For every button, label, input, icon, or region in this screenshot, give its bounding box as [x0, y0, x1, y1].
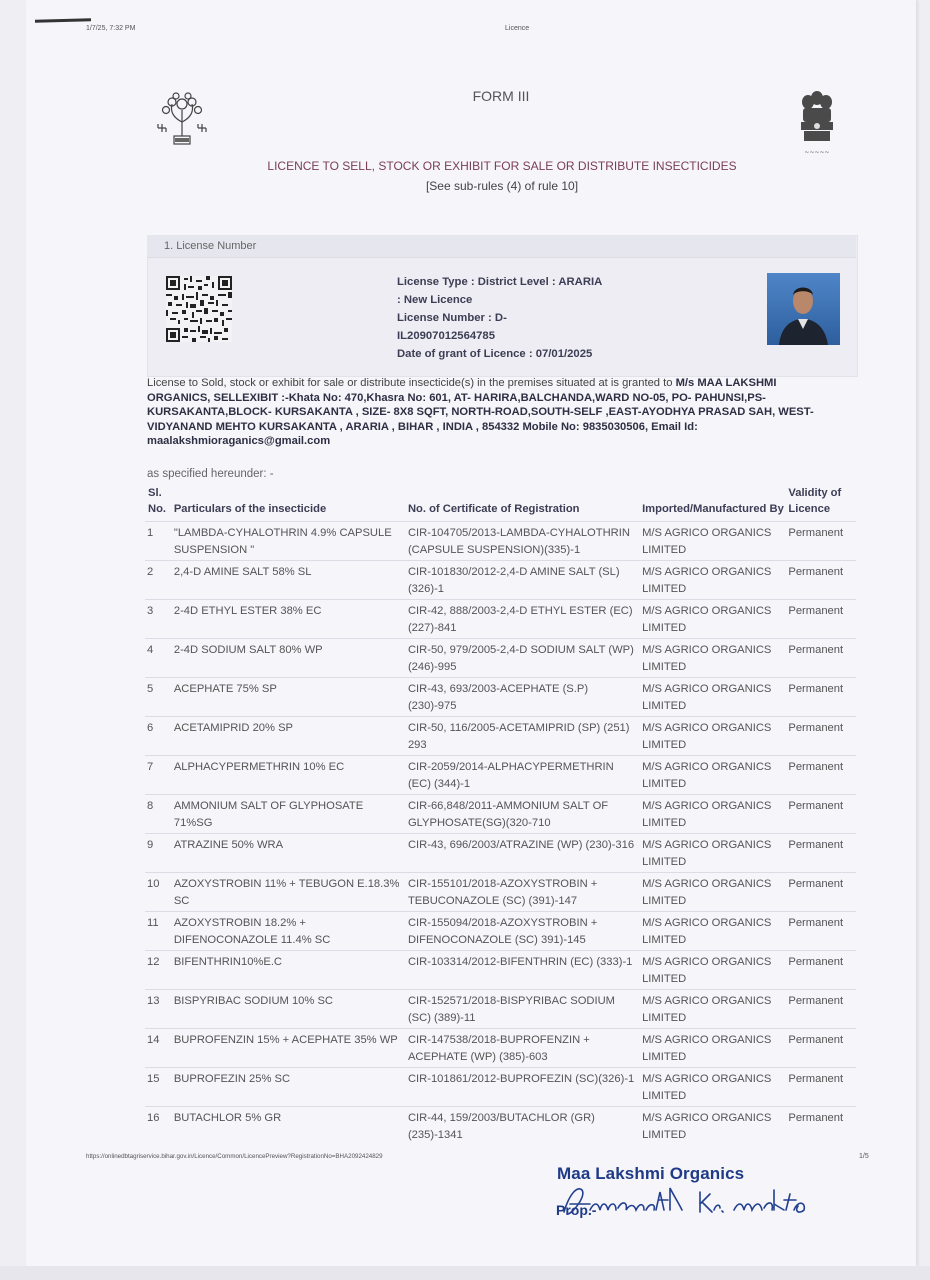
cell-certificate: CIR-103314/2012-BIFENTHRIN (EC) (333)-1 [406, 951, 640, 990]
footer-url: https://onlinedbtagriservice.bihar.gov.in/Licence/Common/LicencePreview?RegistrationNo=BHA2092424829 [86, 1153, 383, 1160]
cell-validity: Permanent [786, 1068, 856, 1107]
cell-sl: 14 [145, 1029, 172, 1068]
cell-validity: Permanent [786, 717, 856, 756]
table-row [145, 1029, 856, 1068]
cell-sl: 1 [145, 522, 172, 561]
cell-imported-by: M/S AGRICO ORGANICS LIMITED [640, 717, 786, 756]
cell-particulars: BUPROFENZIN 15% + ACEPHATE 35% WP [172, 1029, 406, 1068]
table-row [145, 834, 856, 873]
page-number: 1/5 [859, 1153, 869, 1160]
table-row [145, 1068, 856, 1107]
cell-particulars: BISPYRIBAC SODIUM 10% SC [172, 990, 406, 1029]
cell-imported-by: M/S AGRICO ORGANICS LIMITED [640, 873, 786, 912]
qr-code-icon [166, 276, 232, 342]
license-number-label: 1. License Number [164, 240, 257, 252]
cell-imported-by: M/S AGRICO ORGANICS LIMITED [640, 522, 786, 561]
cell-validity: Permanent [786, 522, 856, 561]
cell-validity: Permanent [786, 990, 856, 1029]
cell-particulars: "LAMBDA-CYHALOTHRIN 4.9% CAPSULE SUSPENSION " [172, 522, 406, 561]
cell-validity: Permanent [786, 834, 856, 873]
cell-validity: Permanent [786, 600, 856, 639]
holder-photo [767, 273, 840, 345]
cell-validity: Permanent [786, 756, 856, 795]
cell-sl: 5 [145, 678, 172, 717]
cell-certificate: CIR-155101/2018-AZOXYSTROBIN + TEBUCONAZOLE (SC) (391)-147 [406, 873, 640, 912]
cell-certificate: CIR-43, 693/2003-ACEPHATE (S.P) (230)-975 [406, 678, 640, 717]
cell-imported-by: M/S AGRICO ORGANICS LIMITED [640, 678, 786, 717]
cell-particulars: AZOXYSTROBIN 18.2% + DIFENOCONAZOLE 11.4% SC [172, 912, 406, 951]
grant-intro: License to Sold, stock or exhibit for sale or distribute insecticide(s) in the premises situated at is granted to [147, 377, 676, 389]
cell-imported-by: M/S AGRICO ORGANICS LIMITED [640, 1029, 786, 1068]
cell-sl: 4 [145, 639, 172, 678]
cell-sl: 10 [145, 873, 172, 912]
cell-certificate: CIR-155094/2018-AZOXYSTROBIN + DIFENOCONAZOLE (SC) 391)-145 [406, 912, 640, 951]
rule-reference: [See sub-rules (4) of rule 10] [425, 179, 579, 193]
table-row [145, 795, 856, 834]
table-row [145, 639, 856, 678]
col-certificate: No. of Certificate of Registration [407, 503, 580, 515]
cell-particulars: BUPROFEZIN 25% SC [172, 1068, 406, 1107]
col-particulars: Particulars of the insecticide [173, 503, 327, 515]
cell-sl: 15 [145, 1068, 172, 1107]
cell-particulars: AMMONIUM SALT OF GLYPHOSATE 71%SG [172, 795, 406, 834]
cell-certificate: CIR-147538/2018-BUPROFENZIN + ACEPHATE (WP) (385)-603 [406, 1029, 640, 1068]
cell-sl: 16 [145, 1107, 172, 1146]
grant-details: M/s MAA LAKSHMI ORGANICS, SELLEXIBIT :-Khata No: 470,Khasra No: 601, AT- HARIRA,BALCHANDA,WARD NO-05, PO- PAHUNSI,PS-KURSAKANTA,BLOCK- KURSAKANTA , SIZE- 8X8 SQFT, NORTH-ROAD,SOUTH-SELF ,EAST-AYODHYA PRASAD SAH, WEST-VIDYANAND MEHTO KURSAKANTA , ARARIA , BIHAR , INDIA , 854332 Mobile No: 9835030506, Email Id: maalakshmioraganics@gmail.com [147, 377, 814, 447]
cell-sl: 8 [145, 795, 172, 834]
cell-particulars: ALPHACYPERMETHRIN 10% EC [172, 756, 406, 795]
cell-particulars: 2,4-D AMINE SALT 58% SL [172, 561, 406, 600]
table-row [145, 1107, 856, 1146]
license-type: License Type : District Level : ARARIA [397, 276, 603, 288]
print-title: Licence [505, 25, 530, 32]
cell-sl: 11 [145, 912, 172, 951]
cell-imported-by: M/S AGRICO ORGANICS LIMITED [640, 990, 786, 1029]
licence-title: LICENCE TO SELL, STOCK OR EXHIBIT FOR SALE OR DISTRIBUTE INSECTICIDES [267, 159, 737, 173]
table-row [145, 756, 856, 795]
cell-imported-by: M/S AGRICO ORGANICS LIMITED [640, 639, 786, 678]
cell-certificate: CIR-42, 888/2003-2,4-D ETHYL ESTER (EC) (227)-841 [406, 600, 640, 639]
cell-imported-by: M/S AGRICO ORGANICS LIMITED [640, 912, 786, 951]
cell-particulars: 2-4D SODIUM SALT 80% WP [172, 639, 406, 678]
cell-validity: Permanent [786, 1107, 856, 1146]
license-grant-date: Date of grant of Licence : 07/01/2025 [397, 348, 593, 360]
table-row [145, 678, 856, 717]
license-new: : New Licence [397, 294, 473, 306]
col-validity: Validity of Licence [788, 487, 842, 515]
cell-certificate: CIR-43, 696/2003/ATRAZINE (WP) (230)-316 [406, 834, 640, 873]
cell-validity: Permanent [786, 912, 856, 951]
grant-statement [147, 376, 837, 449]
scan-bottom-edge [0, 1266, 930, 1280]
cell-sl: 6 [145, 717, 172, 756]
table-row [145, 522, 856, 561]
table-row [145, 600, 856, 639]
cell-sl: 7 [145, 756, 172, 795]
cell-validity: Permanent [786, 1029, 856, 1068]
cell-validity: Permanent [786, 561, 856, 600]
cell-certificate: CIR-104705/2013-LAMBDA-CYHALOTHRIN (CAPSULE SUSPENSION)(335)-1 [406, 522, 640, 561]
cell-sl: 3 [145, 600, 172, 639]
cell-particulars: ATRAZINE 50% WRA [172, 834, 406, 873]
cell-certificate: CIR-152571/2018-BISPYRIBAC SODIUM (SC) (389)-11 [406, 990, 640, 1029]
cell-sl: 2 [145, 561, 172, 600]
specified-hereunder: as specified hereunder: - [147, 468, 274, 480]
print-datetime: 1/7/25, 7:32 PM [86, 25, 136, 32]
cell-validity: Permanent [786, 795, 856, 834]
cell-certificate: CIR-101830/2012-2,4-D AMINE SALT (SL) (326)-1 [406, 561, 640, 600]
cell-particulars: AZOXYSTROBIN 11% + TEBUGON E.18.3% SC [172, 873, 406, 912]
license-number-line1: License Number : D- [397, 312, 507, 324]
cell-certificate: CIR-2059/2014-ALPHACYPERMETHRIN (EC) (344)-1 [406, 756, 640, 795]
cell-certificate: CIR-101861/2012-BUPROFEZIN (SC)(326)-1 [406, 1068, 640, 1107]
cell-imported-by: M/S AGRICO ORGANICS LIMITED [640, 1068, 786, 1107]
table-row [145, 873, 856, 912]
cell-validity: Permanent [786, 639, 856, 678]
table-header-row [145, 483, 856, 522]
cell-imported-by: M/S AGRICO ORGANICS LIMITED [640, 795, 786, 834]
cell-certificate: CIR-44, 159/2003/BUTACHLOR (GR) (235)-1341 [406, 1107, 640, 1146]
form-number: FORM III [472, 88, 530, 104]
table-row [145, 561, 856, 600]
cell-certificate: CIR-50, 979/2005-2,4-D SODIUM SALT (WP) (246)-995 [406, 639, 640, 678]
table-row [145, 951, 856, 990]
cell-validity: Permanent [786, 951, 856, 990]
cell-particulars: BIFENTHRIN10%E.C [172, 951, 406, 990]
cell-certificate: CIR-66,848/2011-AMMONIUM SALT OF GLYPHOSATE(SG)(320-710 [406, 795, 640, 834]
cell-validity: Permanent [786, 873, 856, 912]
cell-validity: Permanent [786, 678, 856, 717]
table-row [145, 990, 856, 1029]
col-sl-no: Sl. No. [148, 487, 167, 515]
cell-particulars: BUTACHLOR 5% GR [172, 1107, 406, 1146]
table-row [145, 717, 856, 756]
cell-sl: 13 [145, 990, 172, 1029]
insecticide-table [145, 483, 856, 1145]
cell-certificate: CIR-50, 116/2005-ACETAMIPRID (SP) (251) 293 [406, 717, 640, 756]
svg-text:~~~~~: ~~~~~ [804, 149, 830, 156]
cell-imported-by: M/S AGRICO ORGANICS LIMITED [640, 561, 786, 600]
handwritten-signature [560, 1182, 840, 1226]
cell-particulars: 2-4D ETHYL ESTER 38% EC [172, 600, 406, 639]
cell-imported-by: M/S AGRICO ORGANICS LIMITED [640, 951, 786, 990]
cell-particulars: ACETAMIPRID 20% SP [172, 717, 406, 756]
cell-imported-by: M/S AGRICO ORGANICS LIMITED [640, 1107, 786, 1146]
license-details [397, 273, 657, 363]
cell-imported-by: M/S AGRICO ORGANICS LIMITED [640, 600, 786, 639]
license-number-line2: IL20907012564785 [397, 330, 495, 342]
cell-imported-by: M/S AGRICO ORGANICS LIMITED [640, 834, 786, 873]
cell-particulars: ACEPHATE 75% SP [172, 678, 406, 717]
col-imported-by: Imported/Manufactured By [642, 503, 784, 515]
cell-imported-by: M/S AGRICO ORGANICS LIMITED [640, 756, 786, 795]
cell-sl: 12 [145, 951, 172, 990]
firm-stamp-name: Maa Lakshmi Organics [557, 1164, 745, 1183]
firm-stamp-prop: Prop.- [556, 1202, 597, 1218]
cell-sl: 9 [145, 834, 172, 873]
table-row [145, 912, 856, 951]
